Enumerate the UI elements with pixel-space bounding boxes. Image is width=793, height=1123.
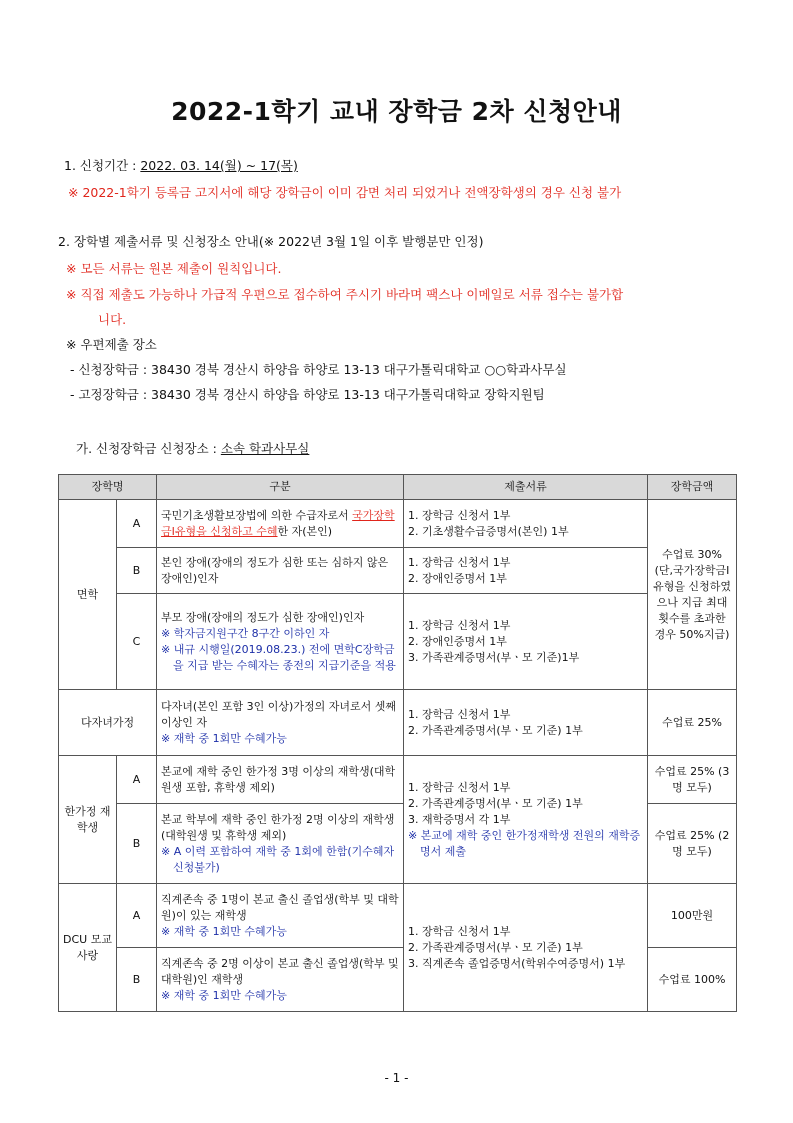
section2-note-mail-line2: 니다. (98, 312, 127, 327)
header-documents: 제출서류 (404, 475, 648, 500)
exemption-amount: 수업료 30% (단,국가장학금Ⅰ유형을 신청하였으나 지급 최대횟수를 초과한 경우 50%지급) (648, 500, 737, 690)
family-docs: 1. 장학금 신청서 1부 2. 가족관계증명서(부ㆍ모 기준) 1부 3. 재학증명서 각 1부 ※ 본교에 재학 중인 한가정재학생 전원의 재학증명서 제출 (404, 756, 648, 884)
family-b-code: B (117, 804, 157, 884)
family-a-amount: 수업료 25% (3명 모두) (648, 756, 737, 804)
multichild-desc: 다자녀(본인 포함 3인 이상)가정의 자녀로서 셋째 이상인 자 ※ 재학 중 1회만 수혜가능 (157, 690, 404, 756)
family-a-desc: 본교에 재학 중인 한가정 3명 이상의 재학생(대학원생 포함, 휴학생 제외) (157, 756, 404, 804)
exemption-c-code: C (117, 594, 157, 690)
exemption-c-note2: ※ 내규 시행일(2019.08.23.) 전에 면학C장학금을 지급 받는 수혜자는 종전의 지급기준을 적용 (161, 642, 396, 672)
table-row (59, 884, 737, 948)
exemption-c-note1: ※ 학자금지원구간 8구간 이하인 자 (161, 626, 330, 640)
exemption-a-highlight: 국가장학금Ⅰ유형을 신청하고 수혜 (161, 508, 395, 538)
header-category: 구분 (157, 475, 404, 500)
section2-note-original: ※ 모든 서류는 원본 제출이 원칙입니다. (66, 261, 282, 276)
dcu-b-note: ※ 재학 중 1회만 수혜가능 (161, 988, 287, 1002)
section1-note: ※ 2022-1학기 등록금 고지서에 해당 장학금이 이미 감면 처리 되었거나 전액장학생의 경우 신청 불가 (68, 185, 622, 200)
exemption-a-desc: 국민기초생활보장법에 의한 수급자로서 국가장학금Ⅰ유형을 신청하고 수혜한 자(본인) (157, 500, 404, 548)
table-row (59, 500, 737, 548)
family-b-amount: 수업료 25% (2명 모두) (648, 804, 737, 884)
dcu-b-code: B (117, 948, 157, 1012)
exemption-a-docs: 1. 장학금 신청서 1부 2. 기초생활수급증명서(본인) 1부 (404, 500, 648, 548)
exemption-b-desc: 본인 장애(장애의 정도가 심한 또는 심하지 않은 장애인)인자 (157, 548, 404, 594)
table-row (59, 594, 737, 690)
section2-label: 2. 장학별 제출서류 및 신청장소 안내(※ 2022년 3월 1일 이후 발행분만 인정) (58, 234, 484, 249)
family-docs-note: ※ 본교에 재학 중인 한가정재학생 전원의 재학증명서 제출 (408, 828, 641, 858)
page-title: 2022-1학기 교내 장학금 2차 신청안내 (171, 97, 622, 126)
section2-note-mail-line1: ※ 직접 제출도 가능하나 가급적 우편으로 접수하여 주시기 바라며 팩스나 이메일로 서류 접수는 불가합 (66, 287, 624, 302)
table-header-row (59, 475, 737, 500)
exemption-a-code: A (117, 500, 157, 548)
family-b-note: ※ A 이력 포함하여 재학 중 1회에 한함(기수혜자 신청불가) (161, 844, 395, 874)
dcu-a-note: ※ 재학 중 1회만 수혜가능 (161, 924, 287, 938)
exemption-c-docs: 1. 장학금 신청서 1부 2. 장애인증명서 1부 3. 가족관계증명서(부ㆍ모 기준)1부 (404, 594, 648, 690)
dcu-b-desc: 직계존속 중 2명 이상이 본교 출신 졸업생(학부 및 대학원)인 재학생 ※ 재학 중 1회만 수혜가능 (157, 948, 404, 1012)
section1-period-line (64, 156, 312, 174)
dcu-a-amount: 100만원 (648, 884, 737, 948)
dcu-b-amount: 수업료 100% (648, 948, 737, 1012)
table-row (59, 690, 737, 756)
exemption-b-code: B (117, 548, 157, 594)
table-row (59, 756, 737, 804)
mail-address-application: - 신청장학금 : 38430 경북 경산시 하양읍 하양로 13-13 대구가톨릭대학교 ○○학과사무실 (70, 362, 567, 377)
multichild-docs: 1. 장학금 신청서 1부 2. 가족관계증명서(부ㆍ모 기준) 1부 (404, 690, 648, 756)
family-b-desc: 본교 학부에 재학 중인 한가정 2명 이상의 재학생 (대학원생 및 휴학생 제외) ※ A 이력 포함하여 재학 중 1회에 한함(기수혜자 신청불가) (157, 804, 404, 884)
application-place: 소속 학과사무실 (220, 441, 310, 456)
exemption-b-docs: 1. 장학금 신청서 1부 2. 장애인증명서 1부 (404, 548, 648, 594)
header-amount: 장학금액 (648, 475, 737, 500)
family-name: 한가정 재학생 (59, 756, 117, 884)
multichild-note: ※ 재학 중 1회만 수혜가능 (161, 731, 287, 745)
header-name: 장학명 (59, 475, 157, 500)
dcu-a-desc: 직계존속 중 1명이 본교 출신 졸업생(학부 및 대학원)이 있는 재학생 ※ 재학 중 1회만 수혜가능 (157, 884, 404, 948)
dcu-a-code: A (117, 884, 157, 948)
multichild-name: 다자녀가정 (59, 690, 157, 756)
application-period: 2022. 03. 14(월) ~ 17(목) (140, 158, 298, 173)
subsection-place-line (76, 439, 309, 457)
exemption-name: 면학 (59, 500, 117, 690)
table-row (59, 548, 737, 594)
mail-address-fixed: - 고정장학금 : 38430 경북 경산시 하양읍 하양로 13-13 대구가톨릭대학교 장학지원팀 (70, 387, 545, 402)
mail-submission-title: ※ 우편제출 장소 (66, 337, 157, 352)
section1-label: 1. 신청기간 : (64, 158, 141, 173)
exemption-c-desc: 부모 장애(장애의 정도가 심한 장애인)인자 ※ 학자금지원구간 8구간 이하인 자 ※ 내규 시행일(2019.08.23.) 전에 면학C장학금을 지급 받는 수혜자는 종전의 지급기준을 적용 (157, 594, 404, 690)
page-number: - 1 - (384, 1071, 409, 1085)
subsection-label: 가. 신청장학금 신청장소 : (76, 441, 221, 456)
dcu-name: DCU 모교 사랑 (59, 884, 117, 1012)
dcu-docs: 1. 장학금 신청서 1부 2. 가족관계증명서(부ㆍ모 기준) 1부 3. 직계존속 졸업증명서(학위수여증명서) 1부 (404, 884, 648, 1012)
family-a-code: A (117, 756, 157, 804)
multichild-amount: 수업료 25% (648, 690, 737, 756)
scholarship-table (58, 474, 737, 1012)
